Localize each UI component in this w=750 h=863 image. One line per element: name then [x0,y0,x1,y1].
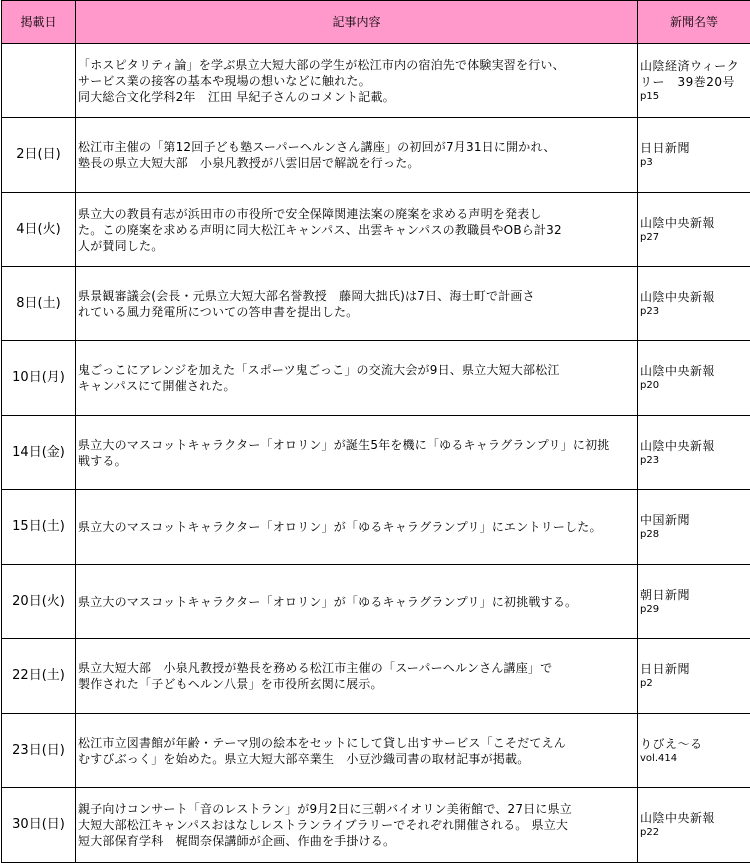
row-paper-name: りびえ〜る [640,736,748,752]
table-row [2,416,750,490]
row-content: 県立大のマスコットキャラクター「オロリン」が「ゆるキャラグランプリ」に初挑戦する。 [76,565,638,639]
row-paper-page: vol.414 [640,752,748,766]
table-row [2,118,750,193]
row-date: 10日(月) [2,341,76,416]
row-paper-name: 中国新聞 [640,512,748,528]
table-row [2,44,750,118]
row-paper-name: 山陰中央新報 [640,363,748,379]
row-paper-page: p23 [640,454,748,468]
row-content: 「ホスピタリティ論」を学ぶ県立大短大部の学生が松江市内の宿泊先で体験実習を行い、 サービス業の接客の基本や現場の想いなどに触れた。 同大総合文化学科2年 江田 早紀子さんのコメント記載。 [76,44,638,118]
row-paper-page: p29 [640,603,748,617]
row-paper-cell [638,341,750,416]
row-paper-name: 山陰中央新報 [640,438,748,454]
row-paper-name: 朝日新聞 [640,587,748,603]
row-content: 県立大の教員有志が浜田市の市役所で安全保障関連法案の廃案を求める声明を発表し た。この廃案を求める声明に同大松江キャンパス、出雲キャンパスの教職員やOBら計32 人が賛同した。 [76,193,638,267]
row-date: 15日(土) [2,490,76,565]
row-paper-name: 日日新聞 [640,140,748,156]
row-paper-cell [638,193,750,267]
row-paper-cell [638,639,750,714]
row-date: 30日(日) [2,788,76,863]
press-clipping-table [1,0,750,863]
row-paper-page: p3 [640,156,748,170]
row-paper-name: 山陰経済ウィークリー 39巻20号 [640,58,748,90]
row-paper-page: p20 [640,379,748,393]
header-content: 記事内容 [76,1,638,44]
row-paper-name: 山陰中央新報 [640,289,748,305]
row-paper-name: 山陰中央新報 [640,215,748,231]
row-paper-cell [638,267,750,341]
header-paper: 新聞名等 [638,1,750,44]
row-paper-page: p27 [640,231,748,245]
row-paper-cell [638,490,750,565]
row-paper-name: 日日新聞 [640,661,748,677]
row-paper-cell [638,416,750,490]
row-date: 4日(火) [2,193,76,267]
row-paper-page: p22 [640,826,748,840]
row-date: 2日(日) [2,118,76,193]
table-row [2,565,750,639]
row-date: 8日(土) [2,267,76,341]
row-paper-cell [638,118,750,193]
row-paper-cell [638,565,750,639]
row-date: 14日(金) [2,416,76,490]
table-row [2,639,750,714]
row-content: 県景観審議会(会長・元県立大短大部名誉教授 藤岡大拙氏)は7日、海士町で計画さ れている風力発電所についての答申書を提出した。 [76,267,638,341]
row-paper-page: p23 [640,305,748,319]
row-paper-cell [638,714,750,788]
row-date: 23日(日) [2,714,76,788]
table-row [2,267,750,341]
row-date: 22日(土) [2,639,76,714]
row-date: 20日(火) [2,565,76,639]
row-paper-page: p28 [640,528,748,542]
row-content: 松江市立図書館が年齢・テーマ別の絵本をセットにして貸し出すサービス「こそだてえん むすびぶっく」を始めた。県立大短大部卒業生 小豆沙織司書の取材記事が掲載。 [76,714,638,788]
table-row [2,490,750,565]
row-paper-page: p15 [640,90,748,104]
row-content: 鬼ごっこにアレンジを加えた「スポーツ鬼ごっこ」の交流大会が9日、県立大短大部松江 キャンパスにて開催された。 [76,341,638,416]
row-date [2,44,76,118]
row-paper-name: 山陰中央新報 [640,810,748,826]
table-row [2,788,750,863]
table-row [2,714,750,788]
header-date: 掲載日 [2,1,76,44]
table-row [2,193,750,267]
header-row [2,1,750,44]
row-content: 県立大短大部 小泉凡教授が塾長を務める松江市主催の「スーパーヘルンさん講座」で 製作された「子どもヘルン八景」を市役所玄関に展示。 [76,639,638,714]
row-content: 県立大のマスコットキャラクター「オロリン」が「ゆるキャラグランプリ」にエントリーした。 [76,490,638,565]
row-paper-cell [638,44,750,118]
row-paper-page: p2 [640,677,748,691]
row-content: 松江市主催の「第12回子ども塾スーパーヘルンさん講座」の初回が7月31日に開かれ、 塾長の県立大短大部 小泉凡教授が八雲旧居で解説を行った。 [76,118,638,193]
row-paper-cell [638,788,750,863]
row-content: 県立大のマスコットキャラクター「オロリン」が誕生5年を機に「ゆるキャラグランプリ」に初挑 戦する。 [76,416,638,490]
row-content: 親子向けコンサート「音のレストラン」が9月2日に三朝バイオリン美術館で、27日に県立 大短大部松江キャンパスおはなしレストランライブラリーでそれぞれ開催される。 県立大 短大部保育学科 梶間奈保講師が企画、作曲を手掛ける。 [76,788,638,863]
table-row [2,341,750,416]
